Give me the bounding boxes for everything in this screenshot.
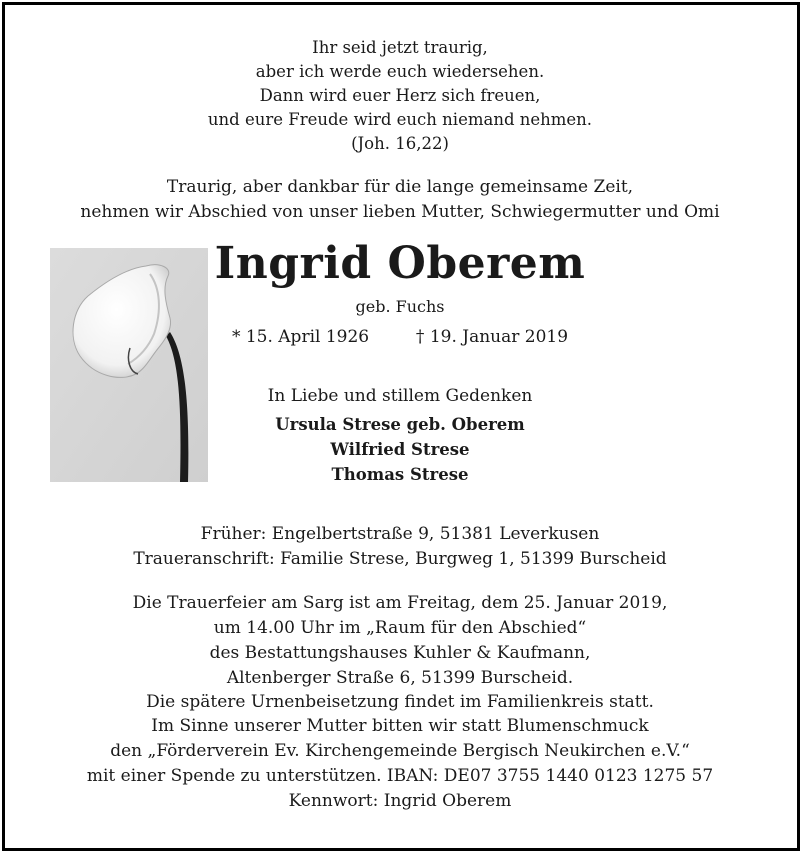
- ceremony-line: Die Trauerfeier am Sarg ist am Freitag, dem 25. Januar 2019,: [132, 593, 668, 613]
- ceremony-line: den „Förderverein Ev. Kirchengemeinde Bergisch Neukirchen e.V.“: [110, 741, 690, 761]
- mourning-address: Traueranschrift: Familie Strese, Burgweg 1, 51399 Burscheid: [133, 549, 667, 569]
- ceremony-line: um 14.00 Uhr im „Raum für den Abschied“: [213, 618, 587, 638]
- mourner-name: Ursula Strese geb. Oberem: [275, 415, 525, 434]
- intro-line: nehmen wir Abschied von unser lieben Mutter, Schwiegermutter und Omi: [80, 202, 720, 222]
- verse-line: aber ich werde euch wiedersehen.: [255, 62, 545, 81]
- maiden-name: geb. Fuchs: [355, 297, 445, 316]
- verse-reference: (Joh. 16,22): [351, 134, 449, 153]
- ceremony-line: Im Sinne unserer Mutter bitten wir statt Blumenschmuck: [151, 716, 649, 736]
- mourner-name: Wilfried Strese: [330, 440, 470, 459]
- ceremony-line: Altenberger Straße 6, 51399 Burscheid.: [226, 668, 574, 688]
- intro-line: Traurig, aber dankbar für die lange gemeinsame Zeit,: [166, 177, 634, 197]
- birth-date: * 15. April 1926: [231, 327, 370, 347]
- ceremony-line: des Bestattungshauses Kuhler & Kaufmann,: [209, 643, 591, 663]
- mourners-heading: In Liebe und stillem Gedenken: [267, 386, 533, 406]
- previous-address: Früher: Engelbertstraße 9, 51381 Leverkusen: [200, 524, 600, 544]
- death-date: † 19. Januar 2019: [415, 327, 569, 347]
- verse-line: Dann wird euer Herz sich freuen,: [259, 86, 541, 105]
- donation-iban: mit einer Spende zu unterstützen. IBAN: DE07 3755 1440 0123 1275 57: [86, 766, 714, 786]
- verse-line: und eure Freude wird euch niemand nehmen.: [207, 110, 593, 129]
- mourner-name: Thomas Strese: [331, 465, 469, 484]
- ceremony-line: Die spätere Urnenbeisetzung findet im Familienkreis statt.: [146, 692, 654, 712]
- donation-keyword: Kennwort: Ingrid Oberem: [288, 791, 512, 811]
- life-dates: [0, 327, 800, 347]
- deceased-name: Ingrid Oberem: [214, 238, 586, 289]
- verse-line: Ihr seid jetzt traurig,: [312, 38, 488, 57]
